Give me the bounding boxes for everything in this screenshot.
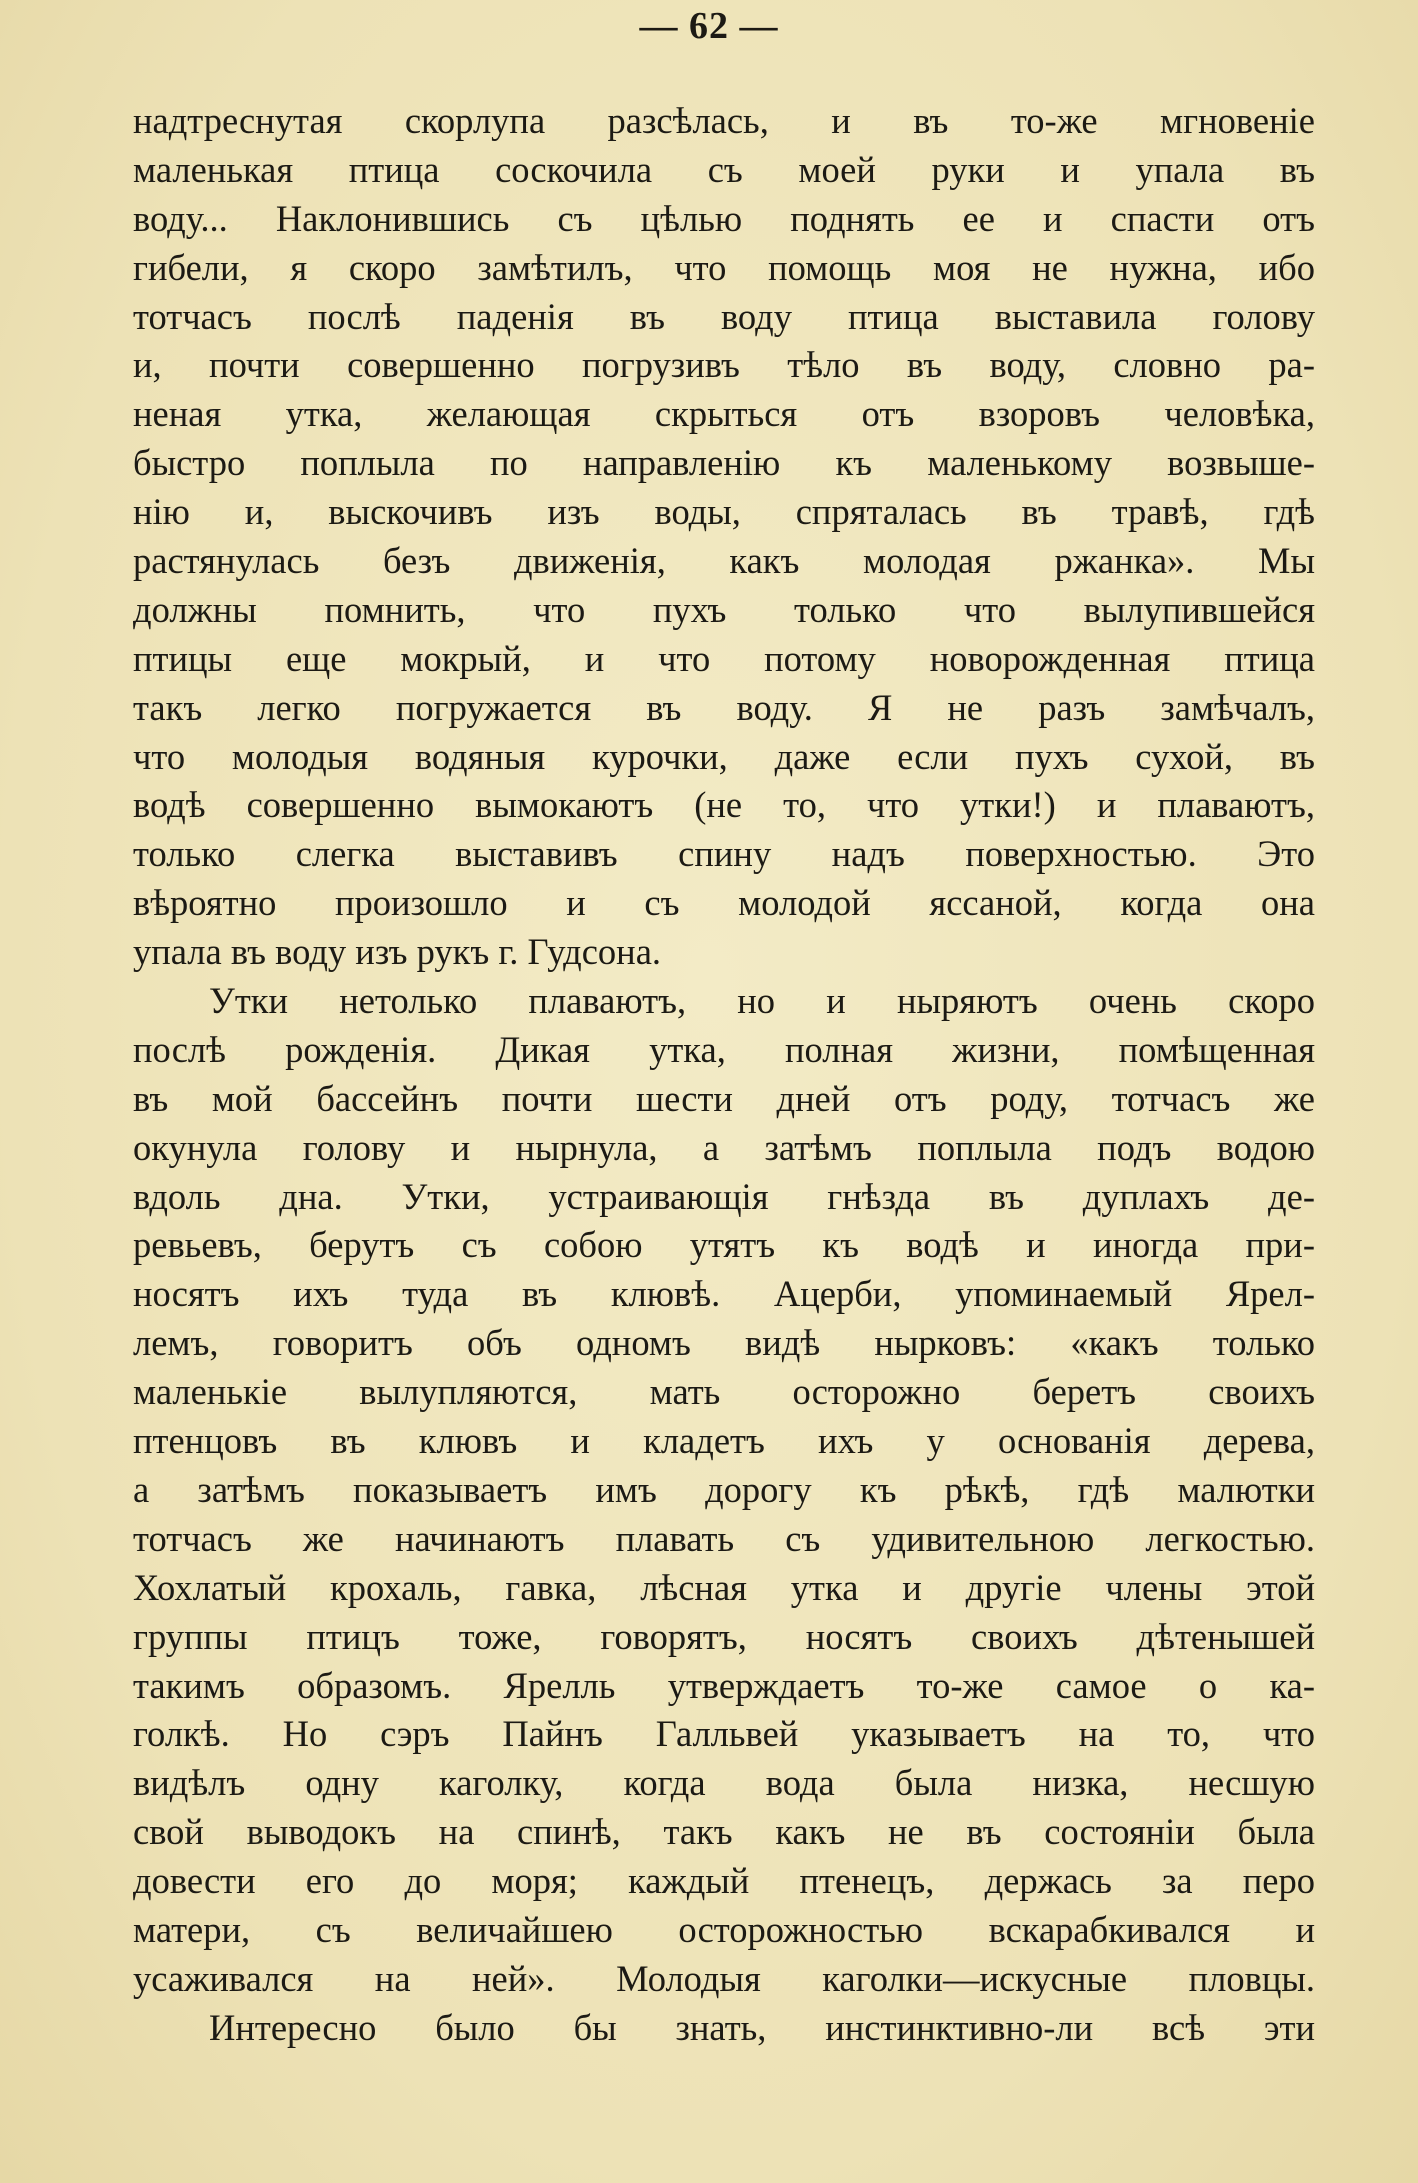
- text-line: а затѣмъ показываетъ имъ дорогу къ рѣкѣ, гдѣ малютки: [133, 1468, 1315, 1510]
- text-line: птицы еще мокрый, и что потому новорожденная птица: [133, 637, 1315, 679]
- text-line: Хохлатый крохаль, гавка, лѣсная утка и другіе члены этой: [133, 1566, 1315, 1608]
- text-line: послѣ рожденія. Дикая утка, полная жизни, помѣщенная: [133, 1028, 1315, 1070]
- text-line: усаживался на ней». Молодыя каголки—искусные пловцы.: [133, 1957, 1315, 1999]
- page-number: — 62 —: [639, 5, 779, 47]
- text-line: группы птицъ тоже, говорятъ, носятъ своихъ дѣтенышей: [133, 1615, 1315, 1657]
- text-line: растянулась безъ движенія, какъ молодая ржанка». Мы: [133, 540, 1315, 582]
- text-line: вдоль дна. Утки, устраивающія гнѣзда въ дуплахъ де-: [133, 1175, 1315, 1217]
- text-line: маленькіе вылупляются, мать осторожно беретъ своихъ: [133, 1371, 1315, 1413]
- text-line: видѣлъ одну каголку, когда вода была низка, несшую: [133, 1762, 1315, 1804]
- text-line: водѣ совершенно вымокаютъ (не то, что утки!) и плаваютъ,: [133, 784, 1315, 826]
- text-line: Интересно было бы знать, инстинктивно-ли всѣ эти: [209, 2006, 1315, 2048]
- text-line: въ мой бассейнъ почти шести дней отъ роду, тотчасъ же: [133, 1077, 1315, 1119]
- text-line: птенцовъ въ клювъ и кладетъ ихъ у основанія дерева,: [133, 1420, 1315, 1462]
- text-line: быстро поплыла по направленію къ маленькому возвыше-: [133, 442, 1315, 484]
- text-line: надтреснутая скорлупа разсѣлась, и въ то-же мгновеніе: [133, 100, 1315, 141]
- text-line: голкѣ. Но сэръ Пайнъ Галльвей указываетъ на то, что: [133, 1713, 1315, 1755]
- text-line: что молодыя водяныя курочки, даже если пухъ сухой, въ: [133, 735, 1315, 777]
- body-text: [133, 97, 1315, 2053]
- text-line: упала въ воду изъ рукъ г. Гудсона.: [133, 931, 662, 973]
- text-line: ревьевъ, берутъ съ собою утятъ къ водѣ и иногда при-: [133, 1224, 1315, 1266]
- text-line: воду... Наклонившись съ цѣлью поднять ее и спасти отъ: [133, 197, 1315, 239]
- text-line: гибели, я скоро замѣтилъ, что помощь моя не нужна, ибо: [133, 246, 1315, 288]
- text-line: такъ легко погружается въ воду. Я не разъ замѣчалъ,: [133, 686, 1315, 728]
- text-line: лемъ, говоритъ объ одномъ видѣ нырковъ: «какъ только: [133, 1322, 1315, 1364]
- text-line: и, почти совершенно погрузивъ тѣло въ воду, словно ра-: [133, 344, 1315, 386]
- text-line: маленькая птица соскочила съ моей руки и упала въ: [133, 148, 1315, 190]
- text-line: вѣроятно произошло и съ молодой яссаной, когда она: [133, 882, 1315, 924]
- text-line: такимъ образомъ. Ярелль утверждаетъ то-же самое о ка-: [133, 1664, 1315, 1706]
- text-line: должны помнить, что пухъ только что вылупившейся: [133, 588, 1315, 630]
- text-line: тотчасъ послѣ паденія въ воду птица выставила голову: [133, 295, 1315, 337]
- text-line: Утки нетолько плаваютъ, но и ныряютъ очень скоро: [209, 980, 1315, 1022]
- text-line: нію и, выскочивъ изъ воды, спряталась въ травѣ, гдѣ: [133, 491, 1315, 533]
- text-line: свой выводокъ на спинѣ, такъ какъ не въ состояніи была: [133, 1811, 1315, 1853]
- text-line: окунула голову и нырнула, а затѣмъ поплыла подъ водою: [133, 1126, 1315, 1168]
- text-line: носятъ ихъ туда въ клювѣ. Ацерби, упоминаемый Ярел-: [133, 1273, 1315, 1315]
- text-line: неная утка, желающая скрыться отъ взоровъ человѣка,: [133, 393, 1315, 435]
- text-line: матери, съ величайшею осторожностью вскарабкивался и: [133, 1908, 1315, 1950]
- text-line: довести его до моря; каждый птенецъ, держась за перо: [133, 1860, 1315, 1902]
- text-line: только слегка выставивъ спину надъ поверхностью. Это: [133, 833, 1315, 875]
- text-line: тотчасъ же начинаютъ плавать съ удивительною легкостью.: [133, 1517, 1315, 1559]
